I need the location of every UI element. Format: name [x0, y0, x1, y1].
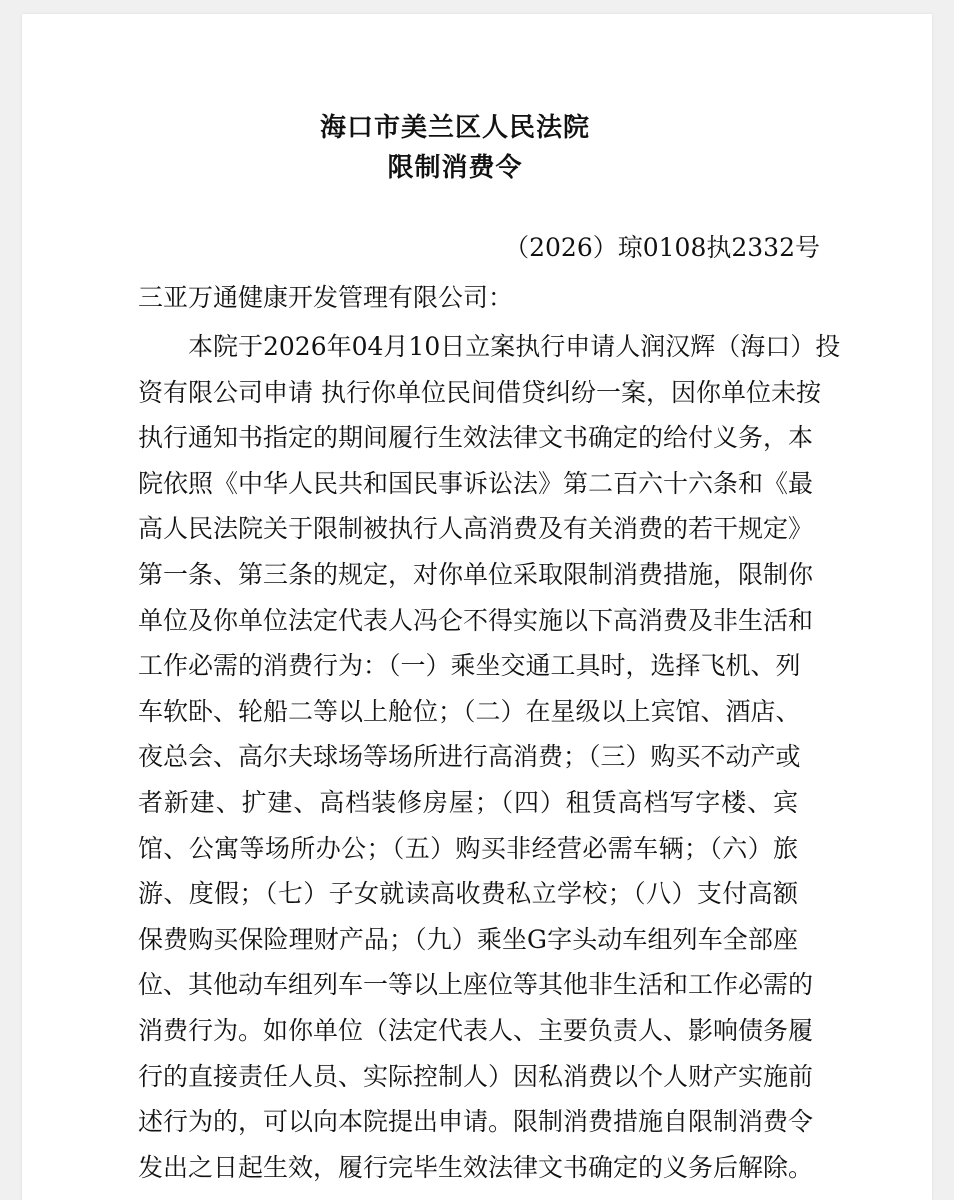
- body-line: 消费行为。如你单位（法定代表人、主要负责人、影响债务履: [138, 1015, 814, 1045]
- body-line: 第一条、第三条的规定，对你单位采取限制消费措施，限制你: [138, 559, 814, 589]
- body-paragraph: [138, 324, 841, 1190]
- body-line: 执行通知书指定的期间履行生效法律文书确定的给付义务，本: [138, 423, 814, 453]
- body-line: 院依照《中华人民共和国民事诉讼法》第二百六十六条和《最: [138, 468, 814, 498]
- case-number: （2026）琼0108执2332号: [504, 233, 820, 262]
- body-line: 单位及你单位法定代表人冯仑不得实施以下高消费及非生活和: [138, 605, 814, 635]
- court-name: 海口市美兰区人民法院: [319, 113, 590, 143]
- body-line: 行的直接责任人员、实际控制人）因私消费以个人财产实施前: [138, 1061, 814, 1091]
- body-line: 游、度假；（七）子女就读高收费私立学校；（八）支付高额: [138, 879, 798, 909]
- body-line: 资有限公司申请 执行你单位民间借贷纠纷一案，因你单位未按: [138, 377, 821, 407]
- body-line: 工作必需的消费行为：（一）乘坐交通工具时，选择飞机、列: [138, 651, 801, 681]
- body-line: 发出之日起生效，履行完毕生效法律文书确定的义务后解除。: [138, 1152, 814, 1182]
- body-line: 述行为的，可以向本院提出申请。限制消费措施自限制消费令: [138, 1107, 814, 1137]
- document-header: [0, 108, 932, 188]
- body-line: 位、其他动车组列车一等以上座位等其他非生活和工作必需的: [138, 970, 814, 1000]
- document-title: 限制消费令: [387, 153, 523, 183]
- body-line: 车软卧、轮船二等以上舱位；（二）在星级以上宾馆、酒店、: [138, 696, 801, 726]
- body-line: 馆、公寓等场所办公；（五）购买非经营必需车辆；（六）旅: [138, 833, 798, 863]
- body-line: 本院于2026年04月10日立案执行申请人润汉辉（海口）投: [188, 332, 841, 361]
- body-line: 保费购买保险理财产品；（九）乘坐G字头动车组列车全部座: [138, 924, 798, 954]
- addressee: 三亚万通健康开发管理有限公司：: [138, 283, 514, 312]
- body-line: 高人民法院关于限制被执行人高消费及有关消费的若干规定》: [138, 514, 814, 544]
- body-line: 夜总会、高尔夫球场等场所进行高消费；（三）购买不动产或: [138, 742, 801, 772]
- body-line: 者新建、扩建、高档装修房屋；（四）租赁高档写字楼、宾: [138, 787, 798, 817]
